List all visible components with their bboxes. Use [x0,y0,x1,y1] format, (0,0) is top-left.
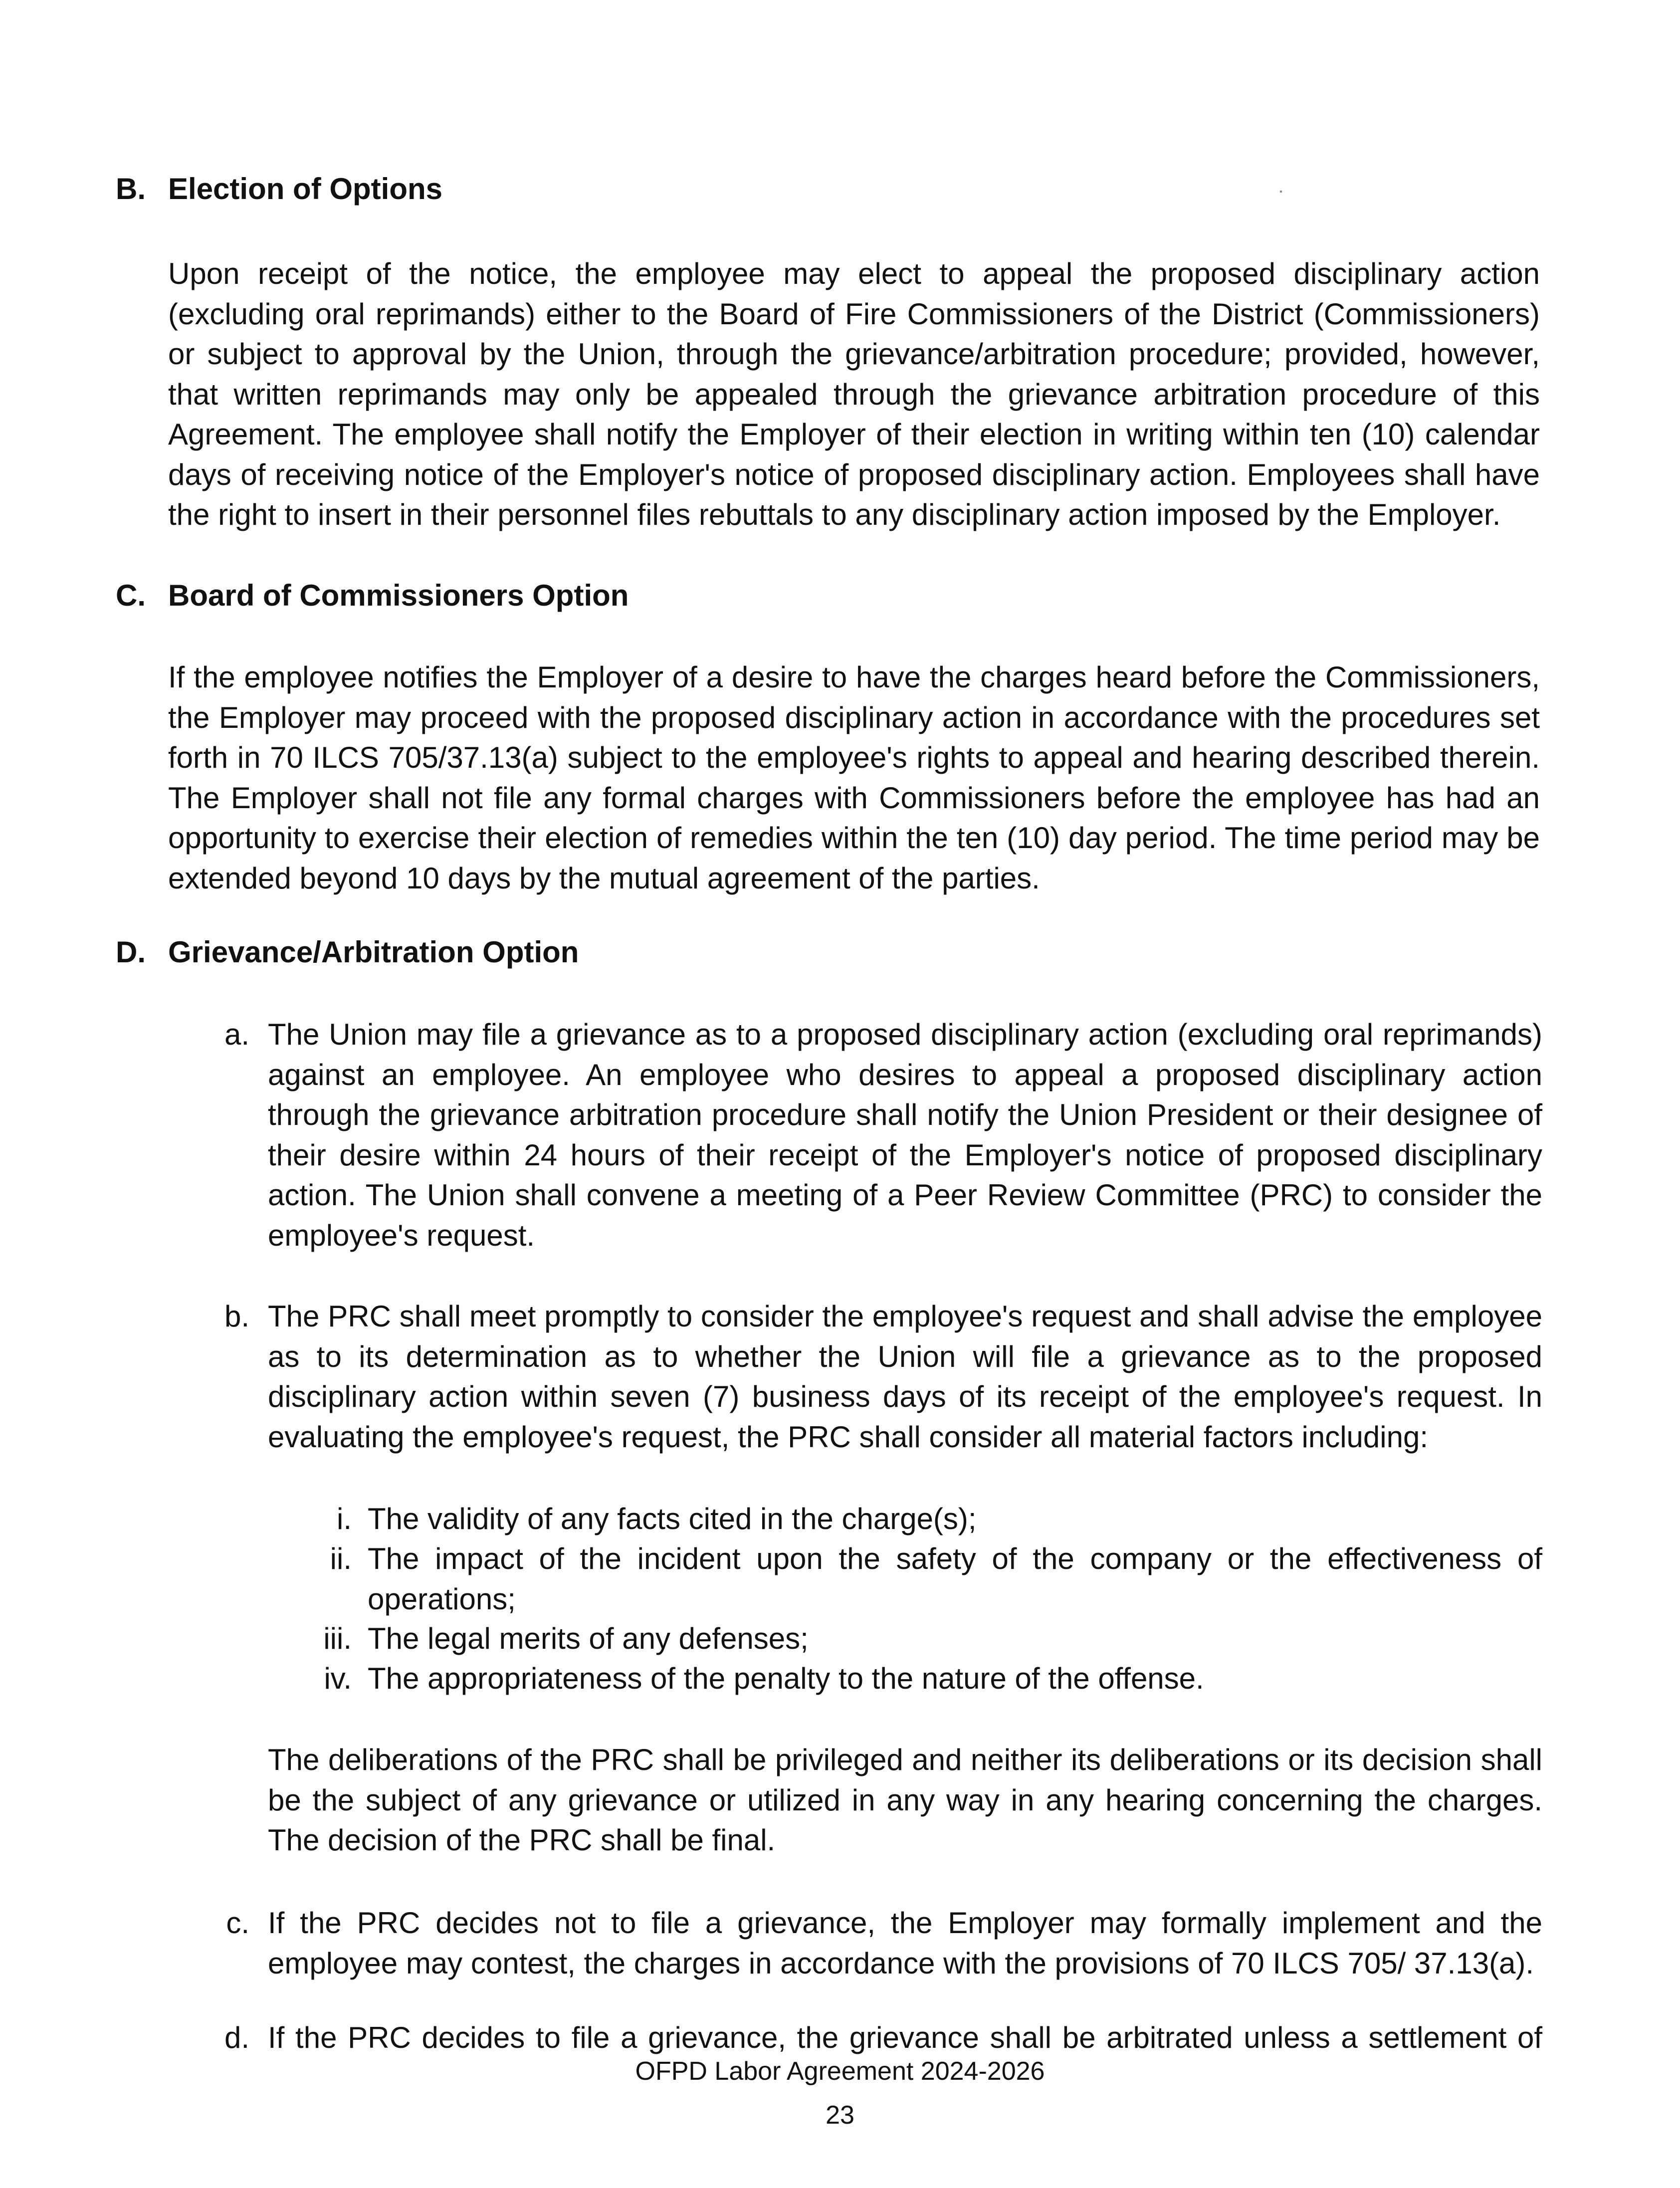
section-c-body: If the employee notifies the Employer of a desire to have the charges heard before the Commissioners, the Employer may proceed with the proposed disciplinary action in accordance with the procedures set forth in 70 ILCS 705/37.13(a) subject to the employee's rights to appeal and hearing described therein. The Employer shall not file any formal charges with Commissioners before the employee has had an opportunity to exercise their election of remedies within the ten (10) day period. The time period may be extended beyond 10 days by the mutual agreement of the parties. [168,660,1540,895]
list-item-d-label: d. [224,2021,249,2054]
list-item-b-label: b. [224,1300,249,1333]
list-item-c-label: c. [226,1906,249,1940]
factor-iii-text: The legal merits of any defenses; [368,1622,809,1655]
section-b-label: B. [116,172,146,206]
page-number: 23 [826,2101,854,2130]
scan-speck [1280,191,1282,193]
factor-i-text: The validity of any facts cited in the charge(s); [368,1502,977,1535]
list-item-c-text: If the PRC decides not to file a grievance, the Employer may formally implement and the employee may contest, the charges in accordance with the provisions of 70 ILCS 705/ 37.13(a). [268,1906,1542,1980]
section-c-heading [116,576,629,616]
section-d-title: Grievance/Arbitration Option [168,935,579,969]
factor-ii-text: The impact of the incident upon the safety of the company or the effectiveness of operations; [368,1542,1542,1616]
list-item-a-label: a. [224,1018,249,1051]
list-item-d-text: If the PRC decides to file a grievance, the grievance shall be arbitrated unless a settlement of [268,2021,1542,2054]
factor-ii-label: ii. [330,1542,352,1575]
section-c-label: C. [116,579,146,612]
section-b-heading [116,169,442,209]
footer-title: OFPD Labor Agreement 2024-2026 [635,2057,1045,2086]
section-c-title: Board of Commissioners Option [168,579,629,612]
section-b-title: Election of Options [168,172,442,206]
section-d-heading [116,932,579,972]
factor-i-label: i. [337,1502,352,1535]
factor-iii-label: iii. [323,1622,352,1655]
prc-deliberations-paragraph: The deliberations of the PRC shall be privileged and neither its deliberations or its decision shall be the subject of any grievance or utilized in any way in any hearing concerning the charges. The decision of the PRC shall be final. [268,1743,1542,1857]
section-d-label: D. [116,935,146,969]
list-item-a-text: The Union may file a grievance as to a proposed disciplinary action (excluding oral reprimands) against an employee. An employee who desires to appeal a proposed disciplinary action through the grievance arbitration procedure shall notify the Union President or their designee of their desire within 24 hours of their receipt of the Employer's notice of proposed disciplinary action. The Union shall convene a meeting of a Peer Review Committee (PRC) to consider the employee's request. [268,1018,1542,1252]
factor-iv-label: iv. [324,1662,352,1695]
section-b-body: Upon receipt of the notice, the employee may elect to appeal the proposed disciplinary action (excluding oral reprimands) either to the Board of Fire Commissioners of the District (Commissioners) or subject to approval by the Union, through the grievance/arbitration procedure; provided, however, that written reprimands may only be appealed through the grievance arbitration procedure of this Agreement. The employee shall notify the Employer of their election in writing within ten (10) calendar days of receiving notice of the Employer's notice of proposed disciplinary action. Employees shall have the right to insert in their personnel files rebuttals to any disciplinary action imposed by the Employer. [168,257,1540,531]
factor-iv-text: The appropriateness of the penalty to the nature of the offense. [368,1662,1204,1695]
list-item-b-text: The PRC shall meet promptly to consider the employee's request and shall advise the employee as to its determination as to whether the Union will file a grievance as to the proposed disciplinary action within seven (7) business days of its receipt of the employee's request. In evaluating the employee's request, the PRC shall consider all material factors including: [268,1300,1542,1454]
